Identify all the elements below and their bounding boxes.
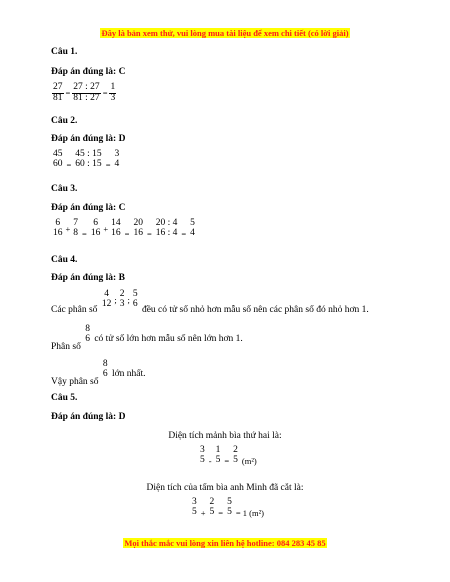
separator: ; [114, 294, 117, 305]
q4-line-3-pre: Vậy phân số [51, 377, 99, 388]
q5-calc1-fraction-3: 2 5 [233, 445, 238, 465]
equals-sign: = [224, 456, 230, 467]
q3-fraction-1: 6 16 [53, 218, 63, 238]
q4-answer: Đáp án đúng là: B [51, 273, 125, 283]
q1-answer: Đáp án đúng là: C [51, 67, 126, 77]
hotline-banner [0, 538, 450, 548]
equals-sign: = [82, 229, 87, 240]
q5-calc2-fraction-3: 5 5 [227, 497, 232, 517]
plus-sign: + [200, 508, 206, 519]
q2-fraction-3: 3 4 [114, 149, 120, 169]
q3-fraction-4: 14 16 [111, 218, 121, 238]
equals-sign: = [146, 229, 152, 240]
q3-fraction-7: 5 4 [190, 218, 195, 238]
q1-title: Câu 1. [51, 47, 78, 57]
q4-line-3 [51, 360, 146, 387]
q4-line-1 [51, 290, 369, 315]
q2-equation [51, 150, 121, 170]
q2-fraction-2: 45 : 15 60 : 15 [75, 149, 102, 169]
result-text: = 1 (m²) [235, 508, 264, 519]
q4-line-2-post: có tử số lớn hơn mẫu số nên lớn hơn 1. [94, 334, 243, 345]
q3-fraction-3: 6 16 [90, 218, 101, 238]
q3-fraction-6: 20 : 4 16 : 4 [155, 218, 178, 238]
q1-fraction-2: $\frac{27 : 27}{81 : 27}$ [73, 82, 100, 103]
equals-sign: = [124, 229, 130, 240]
equals-sign: = [66, 160, 72, 171]
q5-answer: Đáp án đúng là: D [51, 412, 126, 422]
minus-sign: - [208, 456, 212, 467]
hotline-banner-text: Mọi thắc mắc vui lòng xin liên hệ hotline: 084 283 45 85 [124, 538, 326, 548]
q2-fraction-1: 45 60 [53, 149, 63, 169]
plus-sign: + [65, 223, 71, 234]
q4-line-1-post: đều có tử số nhỏ hơn mẫu số nên các phân số đó nhỏ hơn 1. [141, 305, 369, 316]
preview-banner-text: Đây là bản xem thử, vui lòng mua tài liệu để xem chi tiết (có lời giải) [101, 28, 349, 38]
q3-title: Câu 3. [51, 184, 78, 194]
q5-calc2-fraction-1: 3 5 [192, 497, 197, 517]
q2-answer: Đáp án đúng là: D [51, 134, 126, 144]
q5-line-1: Diện tích mảnh bìa thứ hai là: [168, 431, 282, 441]
q5-calc1-fraction-1: 3 5 [200, 445, 205, 465]
q3-fraction-5: 20 16 [133, 218, 143, 238]
q4-fraction-4: 8 6 [85, 324, 90, 344]
q5-line-2: Diện tích của tấm bìa anh Minh đã cắt là: [146, 483, 304, 493]
q1-equation [51, 83, 117, 104]
q3-equation [51, 219, 197, 239]
q1-fraction-3: $\frac{1}{3}$ [110, 82, 116, 103]
q4-fraction-5: 8 6 [102, 359, 108, 379]
unit-label: (m²) [241, 456, 257, 467]
q5-calc1-fraction-2: 1 5 [215, 445, 221, 465]
q5-title: Câu 5. [51, 393, 78, 403]
q4-line-1-pre: Các phân số [51, 305, 98, 316]
q4-line-2 [51, 325, 243, 352]
plus-sign: + [103, 223, 109, 234]
q1-fraction-1: $\frac{27}{81}$ [53, 82, 63, 103]
q4-fraction-1: 4 12 [101, 289, 112, 309]
preview-banner [0, 28, 450, 38]
q5-calc2-fraction-2: 2 5 [209, 497, 215, 517]
q2-title: Câu 2. [51, 116, 78, 126]
q5-calc-2 [190, 498, 266, 518]
equals-sign: = [65, 88, 71, 99]
q4-fraction-2: 2 3 [119, 289, 125, 309]
q4-title: Câu 4. [51, 255, 78, 265]
q4-line-2-pre: Phân số [51, 342, 81, 353]
equals-sign: = [218, 508, 224, 519]
q3-answer: Đáp án đúng là: C [51, 203, 126, 213]
q5-calc-1 [198, 446, 259, 466]
separator: ; [127, 294, 130, 305]
equals-sign: = [181, 229, 187, 240]
equals-sign: = [105, 160, 111, 171]
q4-fraction-3: 5 6 [132, 289, 138, 309]
equals-sign: = [102, 88, 108, 99]
q4-line-3-post: lớn nhất. [112, 369, 146, 380]
q3-fraction-2: 7 8 [73, 218, 79, 238]
